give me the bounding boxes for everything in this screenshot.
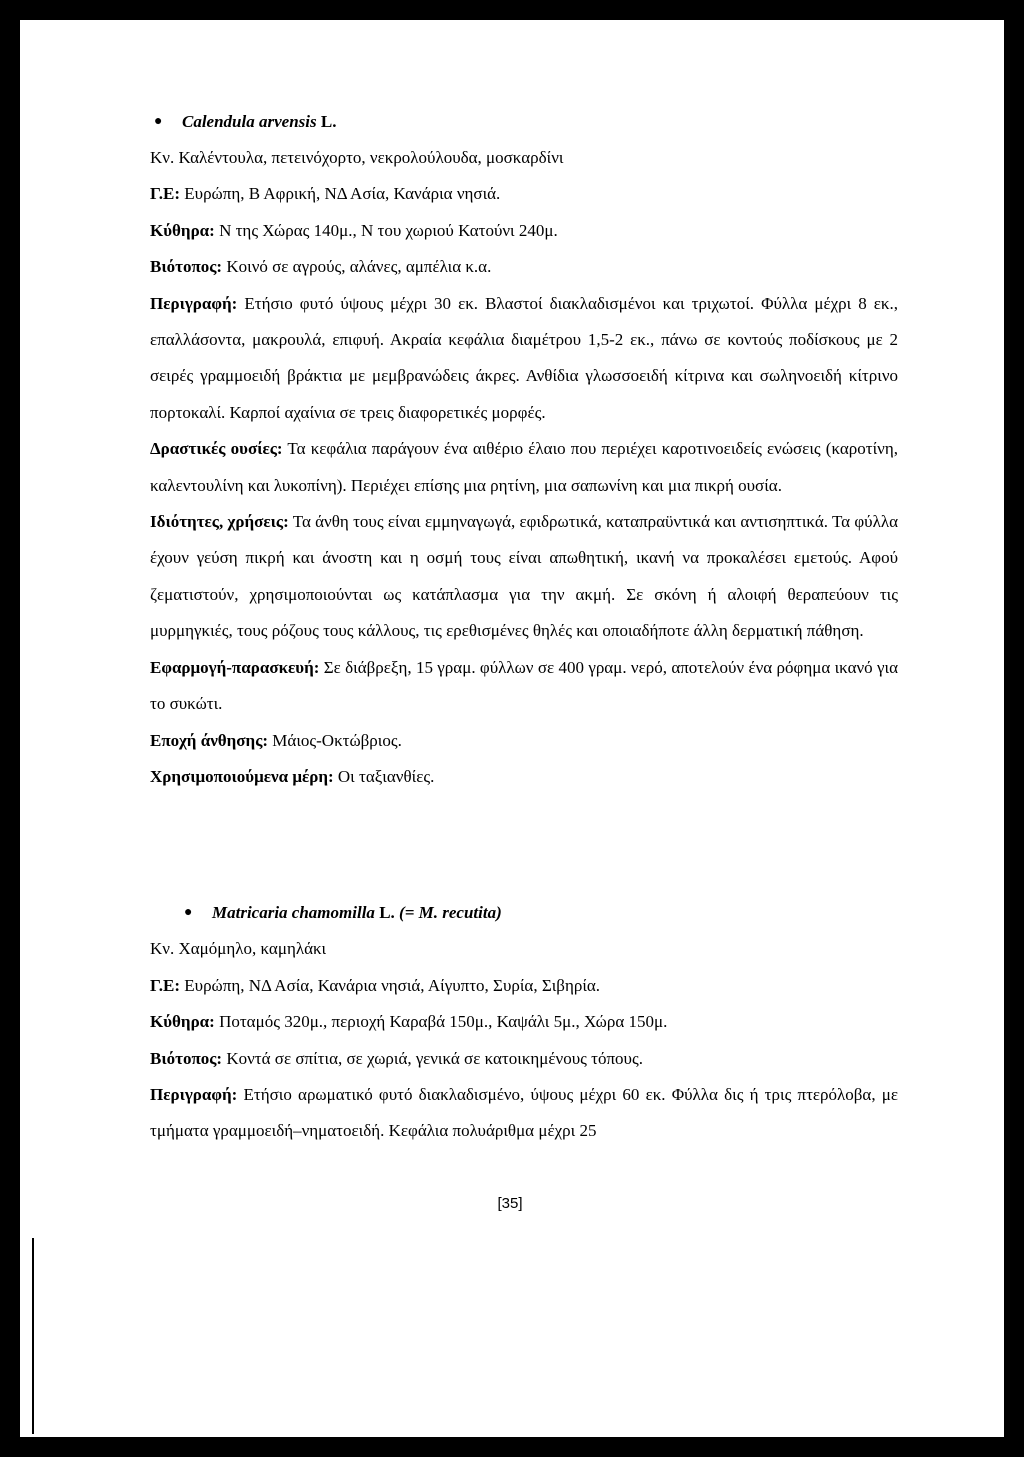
kythira-text: Ν της Χώρας 140μ., Ν του χωριού Κατούνι 240μ. — [219, 220, 558, 240]
entry-spacer — [150, 795, 898, 895]
margin-rule — [32, 1238, 34, 1434]
habitat-line — [150, 1041, 898, 1077]
bullet-icon: ● — [184, 905, 193, 921]
species-name: Calendula arvensis — [182, 112, 317, 131]
bullet-icon: ● — [154, 114, 163, 129]
active-substances-label: Δραστικές ουσίες: — [150, 439, 283, 459]
description-label: Περιγραφή: — [150, 1084, 238, 1104]
entry-matricaria — [150, 895, 898, 1149]
kythira-line — [150, 213, 898, 249]
description-paragraph — [150, 286, 898, 432]
habitat-text: Κοντά σε σπίτια, σε χωριά, γενικά σε κατοικημένους τόπους. — [226, 1048, 643, 1068]
distribution-label: Γ.Ε: — [150, 975, 181, 995]
distribution-line — [150, 176, 898, 212]
parts-text: Οι ταξιανθίες. — [337, 766, 435, 786]
application-text: Σε διάβρεξη, 15 γραμ. φύλλων σε 400 γραμ. νερό, αποτελούν ένα ρόφημα ικανό για το συκώτι. — [150, 657, 898, 714]
flowering-label: Εποχή άνθησης: — [150, 730, 269, 750]
habitat-label: Βιότοπος: — [150, 257, 223, 277]
kythira-line — [150, 1004, 898, 1040]
page-number: [35] — [497, 1195, 523, 1212]
distribution-line — [150, 968, 898, 1004]
kythira-label: Κύθηρα: — [150, 220, 215, 240]
common-names: Κν. Καλέντουλα, πετεινόχορτο, νεκρολούλουδα, μοσκαρδίνι — [150, 148, 564, 167]
description-paragraph — [150, 1077, 898, 1150]
flowering-line — [150, 723, 898, 759]
distribution-text: Ευρώπη, Β Αφρική, ΝΔ Ασία, Κανάρια νησιά. — [184, 184, 501, 204]
flowering-text: Μάιος-Οκτώβριος. — [272, 730, 402, 750]
habitat-label: Βιότοπος: — [150, 1048, 223, 1068]
document-page — [20, 20, 1004, 1437]
description-text: Ετήσιο αρωματικό φυτό διακλαδισμένο, ύψους μέχρι 60 εκ. Φύλλα δις ή τρις πτερόλοβα, με τμήματα γραμμοειδή–νηματοειδή. Κεφάλια πολυάριθμα μέχρι 25 — [150, 1084, 899, 1141]
description-label: Περιγραφή: — [150, 293, 238, 313]
uses-paragraph — [150, 504, 898, 650]
parts-line — [150, 759, 898, 795]
distribution-label: Γ.Ε: — [150, 184, 181, 204]
application-paragraph — [150, 650, 898, 723]
species-heading — [150, 104, 898, 140]
uses-text: Τα άνθη τους είναι εμμηναγωγά, εφιδρωτικά, καταπραϋντικά και αντισηπτικά. Τα φύλλα έχουν γεύση πικρή και άνοστη και η οσμή τους είναι απωθητική, ικανή να προκαλέσει εμετούς. Αφού ζεματιστούν, χρησιμοποιούνται ως κατάπλασμα για την ακμή. Σε σκόνη ή αλοιφή θεραπεύουν τις μυρμηγκιές, τους ρόζους τους κάλλους, τις ερεθισμένες θηλές και οποιαδήποτε άλλη δερματική πάθηση. — [150, 512, 898, 641]
parts-label: Χρησιμοποιούμενα μέρη: — [150, 766, 334, 786]
species-heading — [150, 895, 898, 931]
page-content — [150, 104, 898, 1150]
common-names: Κν. Χαμόμηλο, καμηλάκι — [150, 939, 327, 959]
species-author: L. — [320, 112, 337, 131]
species-author: L. — [379, 903, 395, 923]
uses-label: Ιδιότητες, χρήσεις: — [150, 512, 289, 532]
application-label: Εφαρμογή-παρασκευή: — [150, 657, 320, 677]
active-substances-text: Τα κεφάλια παράγουν ένα αιθέριο έλαιο που περιέχει καροτινοειδείς ενώσεις (καροτίνη, καλεντουλίνη και λυκοπίνη). Περιέχει επίσης μια ρητίνη, μια σαπωνίνη και μια πικρή ουσία. — [150, 439, 898, 495]
distribution-text: Ευρώπη, ΝΔ Ασία, Κανάρια νησιά, Αίγυπτο, Συρία, Σιβηρία. — [184, 975, 601, 995]
description-text: Ετήσιο φυτό ύψους μέχρι 30 εκ. Βλαστοί διακλαδισμένοι και τριχωτοί. Φύλλα μέχρι 8 εκ., επαλλάσοντα, μακρουλά, επιφυή. Ακραία κεφάλια διαμέτρου 1,5-2 εκ., πάνω σε κοντούς ποδίσκους με 2 σειρές γραμμοειδή βράκτια με μεμβρανώδεις άκρες. Ανθίδια γλωσσοειδή κίτρινα και σωληνοειδή κίτρινο πορτοκαλί. Καρποί αχαίνια σε τρεις διαφορετικές μορφές. — [150, 293, 899, 422]
kythira-text: Ποταμός 320μ., περιοχή Καραβά 150μ., Καψάλι 5μ., Χώρα 150μ. — [219, 1012, 668, 1032]
habitat-line — [150, 249, 898, 285]
active-substances-paragraph — [150, 431, 898, 504]
habitat-text: Κοινό σε αγρούς, αλάνες, αμπέλια κ.α. — [226, 257, 492, 277]
species-synonym: (= M. recutita) — [399, 903, 502, 923]
kythira-label: Κύθηρα: — [150, 1012, 215, 1032]
entry-calendula — [150, 104, 898, 795]
species-name: Matricaria chamomilla — [212, 903, 375, 923]
